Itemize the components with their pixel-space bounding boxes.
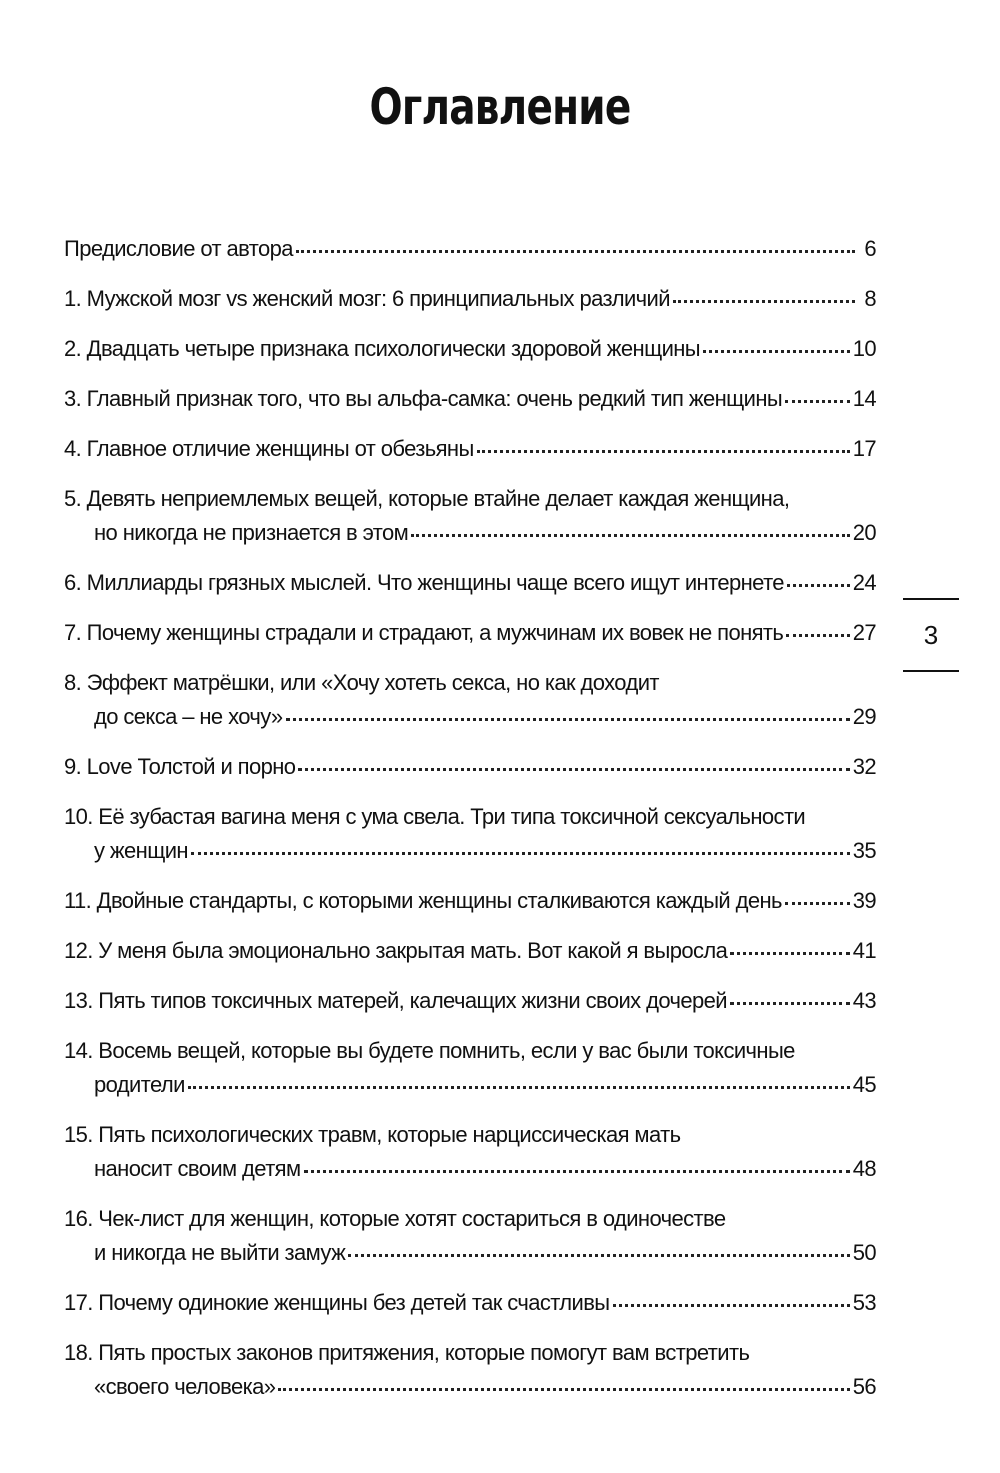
dot-leader: [304, 1169, 850, 1173]
dot-leader: [787, 583, 850, 587]
toc-entry-title: 11. Двойные стандарты, с которыми женщины сталкиваются каждый день: [64, 888, 782, 913]
toc-line: [64, 1068, 876, 1102]
toc-page-number: 43: [852, 988, 876, 1013]
toc-page-number: 41: [852, 938, 876, 963]
toc-page-number: 29: [852, 704, 876, 729]
toc-entry-title: 17. Почему одинокие женщины без детей так счастливы: [64, 1290, 610, 1315]
toc-page-number: 32: [852, 754, 876, 779]
toc-entry: [64, 482, 876, 550]
toc-page-number: 20: [852, 520, 876, 545]
toc-line: [64, 566, 876, 600]
toc-line: [64, 666, 876, 700]
toc-page-number: 53: [852, 1290, 876, 1315]
toc-entry-title: Предисловие от автора: [64, 236, 293, 261]
toc-entry: [64, 666, 876, 734]
toc-entry-title: 14. Восемь вещей, которые вы будете помнить, если у вас были токсичные: [64, 1038, 795, 1063]
toc-entry: [64, 332, 876, 366]
toc-page-number: 56: [852, 1374, 876, 1399]
toc-entry: [64, 934, 876, 968]
toc-line: [64, 482, 876, 516]
toc-page-number: 50: [852, 1240, 876, 1265]
toc-entry: [64, 1202, 876, 1270]
toc-entry: [64, 984, 876, 1018]
toc-line: [64, 800, 876, 834]
toc-line: [64, 516, 876, 550]
dot-leader: [730, 1001, 850, 1005]
dot-leader: [785, 399, 850, 403]
toc-entry: [64, 800, 876, 868]
dot-leader: [703, 349, 850, 353]
toc-entry-title: 1. Мужской мозг vs женский мозг: 6 принципиальных различий: [64, 286, 670, 311]
toc-page-number: 48: [852, 1156, 876, 1181]
toc-line: [64, 1118, 876, 1152]
table-of-contents: [64, 232, 876, 1404]
dot-leader: [298, 767, 849, 771]
toc-page-number: 35: [852, 838, 876, 863]
toc-entry: [64, 1286, 876, 1320]
toc-entry-title: до секса – не хочу»: [94, 704, 283, 729]
toc-entry-title: 5. Девять неприемлемых вещей, которые втайне делает каждая женщина,: [64, 486, 790, 511]
dot-leader: [296, 249, 855, 253]
toc-entry-title: 12. У меня была эмоционально закрытая мать. Вот какой я выросла: [64, 938, 728, 963]
page-marker-bottom-rule: [903, 670, 959, 672]
page-marker: [903, 598, 959, 672]
toc-entry: [64, 750, 876, 784]
toc-entry: [64, 232, 876, 266]
toc-entry: [64, 566, 876, 600]
toc-entry: [64, 884, 876, 918]
toc-line: [64, 984, 876, 1018]
toc-line: [64, 232, 876, 266]
toc-entry: [64, 382, 876, 416]
dot-leader: [613, 1303, 850, 1307]
toc-line: [64, 1370, 876, 1404]
dot-leader: [785, 901, 850, 905]
page-title: Оглавление: [369, 78, 631, 136]
toc-page-number: 8: [864, 286, 876, 311]
toc-entry-title: у женщин: [94, 838, 188, 863]
dot-leader: [348, 1253, 850, 1257]
toc-entry: [64, 1336, 876, 1404]
toc-page-number: 45: [852, 1072, 876, 1097]
toc-line: [64, 332, 876, 366]
toc-page-number: 24: [852, 570, 876, 595]
dot-leader: [411, 533, 850, 537]
toc-entry: [64, 432, 876, 466]
toc-page-number: 39: [852, 888, 876, 913]
toc-line: [64, 382, 876, 416]
toc-line: [64, 1336, 876, 1370]
toc-entry-title: «своего человека»: [94, 1374, 276, 1399]
toc-entry-title: 6. Миллиарды грязных мыслей. Что женщины чаще всего ищут интернете: [64, 570, 784, 595]
toc-line: [64, 1286, 876, 1320]
toc-entry-title: 18. Пять простых законов притяжения, которые помогут вам встретить: [64, 1340, 750, 1365]
toc-page-number: 14: [852, 386, 876, 411]
toc-entry: [64, 616, 876, 650]
toc-entry-title: и никогда не выйти замуж: [94, 1240, 346, 1265]
dot-leader: [786, 633, 849, 637]
toc-entry-title: 3. Главный признак того, что вы альфа-самка: очень редкий тип женщины: [64, 386, 783, 411]
toc-line: [64, 1152, 876, 1186]
toc-page-number: 17: [852, 436, 876, 461]
toc-line: [64, 1236, 876, 1270]
toc-entry-title: 15. Пять психологических травм, которые нарциссическая мать: [64, 1122, 681, 1147]
toc-line: [64, 834, 876, 868]
toc-entry-title: 13. Пять типов токсичных матерей, калечащих жизни своих дочерей: [64, 988, 727, 1013]
toc-line: [64, 700, 876, 734]
dot-leader: [286, 717, 850, 721]
dot-leader: [191, 851, 850, 855]
toc-entry-title: 16. Чек-лист для женщин, которые хотят состариться в одиночестве: [64, 1206, 726, 1231]
toc-line: [64, 1034, 876, 1068]
toc-entry: [64, 282, 876, 316]
toc-line: [64, 432, 876, 466]
toc-line: [64, 884, 876, 918]
dot-leader: [188, 1085, 850, 1089]
dot-leader: [477, 449, 850, 453]
toc-entry-title: родители: [94, 1072, 185, 1097]
dot-leader: [278, 1387, 849, 1391]
toc-entry: [64, 1118, 876, 1186]
toc-line: [64, 616, 876, 650]
toc-entry-title: 2. Двадцать четыре признака психологически здоровой женщины: [64, 336, 701, 361]
toc-line: [64, 934, 876, 968]
toc-entry: [64, 1034, 876, 1102]
toc-entry-title: 4. Главное отличие женщины от обезьяны: [64, 436, 474, 461]
toc-page-number: 27: [852, 620, 876, 645]
toc-line: [64, 282, 876, 316]
toc-entry-title: но никогда не признается в этом: [94, 520, 409, 545]
toc-entry-title: 9. Love Толстой и порно: [64, 754, 296, 779]
toc-entry-title: наносит своим детям: [94, 1156, 301, 1181]
toc-page-number: 10: [852, 336, 876, 361]
dot-leader: [730, 951, 849, 955]
toc-page-number: 6: [864, 236, 876, 261]
page-number: 3: [923, 620, 939, 650]
toc-line: [64, 750, 876, 784]
dot-leader: [673, 299, 855, 303]
toc-entry-title: 10. Её зубастая вагина меня с ума свела. Три типа токсичной сексуальности: [64, 804, 806, 829]
toc-entry-title: 8. Эффект матрёшки, или «Хочу хотеть секса, но как доходит: [64, 670, 659, 695]
toc-line: [64, 1202, 876, 1236]
toc-entry-title: 7. Почему женщины страдали и страдают, а мужчинам их вовек не понять: [64, 620, 784, 645]
